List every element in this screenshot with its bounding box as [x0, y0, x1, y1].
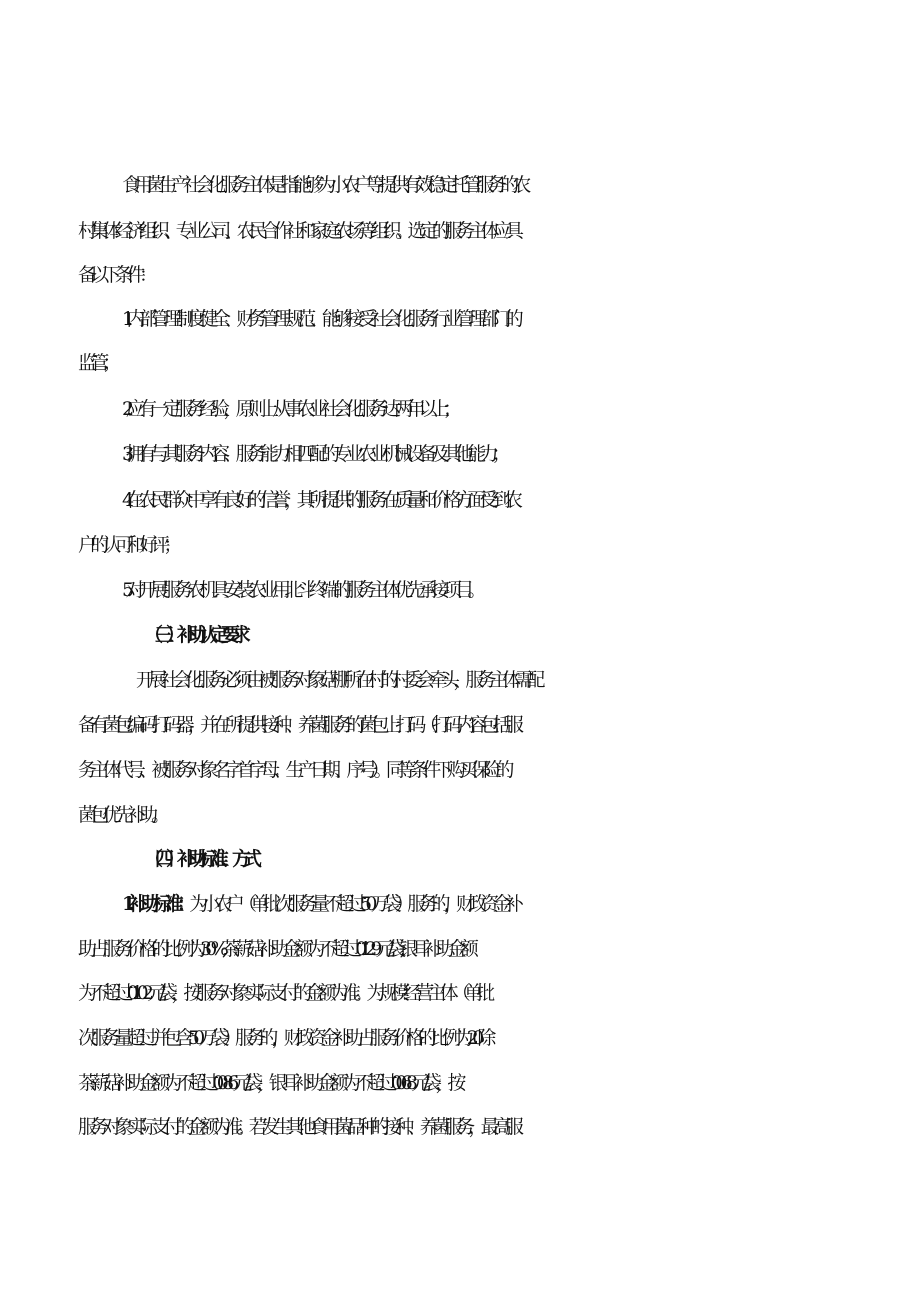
intro-line-2: 村集体经济组织、专业公司、农民合作社和家庭农场等组织。选定的服务主体应具 — [78, 220, 518, 242]
section4-line-3: 为不超过0.102元/袋，按服务对象实际支付的金额为准。为规模经营主体（单批 — [78, 982, 489, 1004]
intro-line-1: 食用菌生产社会化服务主体是指能够为小农户等提供有效稳定托管服务的农 — [122, 174, 525, 196]
subsidy-standard-label: 1.补助标准： — [122, 893, 190, 915]
section3-line-4: 菌包优先补助。 — [78, 804, 164, 826]
section4-line-2: 助占服务价格的比例为30%,茶薪菇补助金额为不超过0.129元/袋,银耳补助金额 — [78, 938, 473, 960]
condition-1-line-2: 监管； — [78, 352, 115, 374]
condition-4-line-1: 4 .在农民群众中享有良好的信誉，其所提供的服务在质量和价格方面受到农 — [122, 489, 517, 511]
section4-line-5: 茶薪菇补助金额为不超过0.086元/袋，银耳补助金额为不超过0.068元/袋，按 — [78, 1072, 460, 1094]
intro-line-3: 备以下条件： — [78, 264, 152, 286]
section3-line-2: 备有菌包编码打码器，并在所提供接种、养菌服务的菌包上打码（打码内容包括服 — [78, 714, 518, 736]
condition-4-line-2: 户的认可和好评； — [78, 534, 176, 556]
section3-heading: （三）补助认定要求 — [144, 624, 244, 646]
section3-line-1: 开展社会化服务必须由被服务对象菇棚所在村的村委会牵头，服务主体需配 — [136, 669, 539, 691]
condition-1-line-1: 1.内部管理制度健全、财务管理规范、能够接受社会化服务行业管理部门的 — [122, 308, 517, 330]
section4-heading: （四）补助标准、方式 — [144, 848, 255, 870]
section3-line-3: 务主体代号、被服务对象名字首字母、生产日期、序号）。同等条件下购买保险的 — [78, 759, 508, 781]
condition-2: 2 .应有一定服务经验，原则上从事农业社会化服务达两年以上； — [122, 398, 456, 420]
section4-line-1-rest: 为小农户（单批次服务量不超过50万袋）服务的，财政资金补 — [189, 893, 518, 915]
section4-line-1 — [122, 891, 920, 917]
section4-line-6: 服务对象实际支付的金额为准。若发生其他食用菌品种的接种、养菌服务，最高服 — [78, 1116, 518, 1138]
condition-5: 5 .对开展服务农机具安装农业用北斗终端的服务主体优先承接项目。 — [122, 579, 480, 601]
section4-line-4: 次服务量超过并包含50万袋）服务的，财政资金补助占服务价格的比例为20除 — [78, 1027, 490, 1049]
condition-3: 3 .拥有与其服务内容、服务能力相匹配的专业农业机械设备及其他能力； — [122, 443, 504, 465]
